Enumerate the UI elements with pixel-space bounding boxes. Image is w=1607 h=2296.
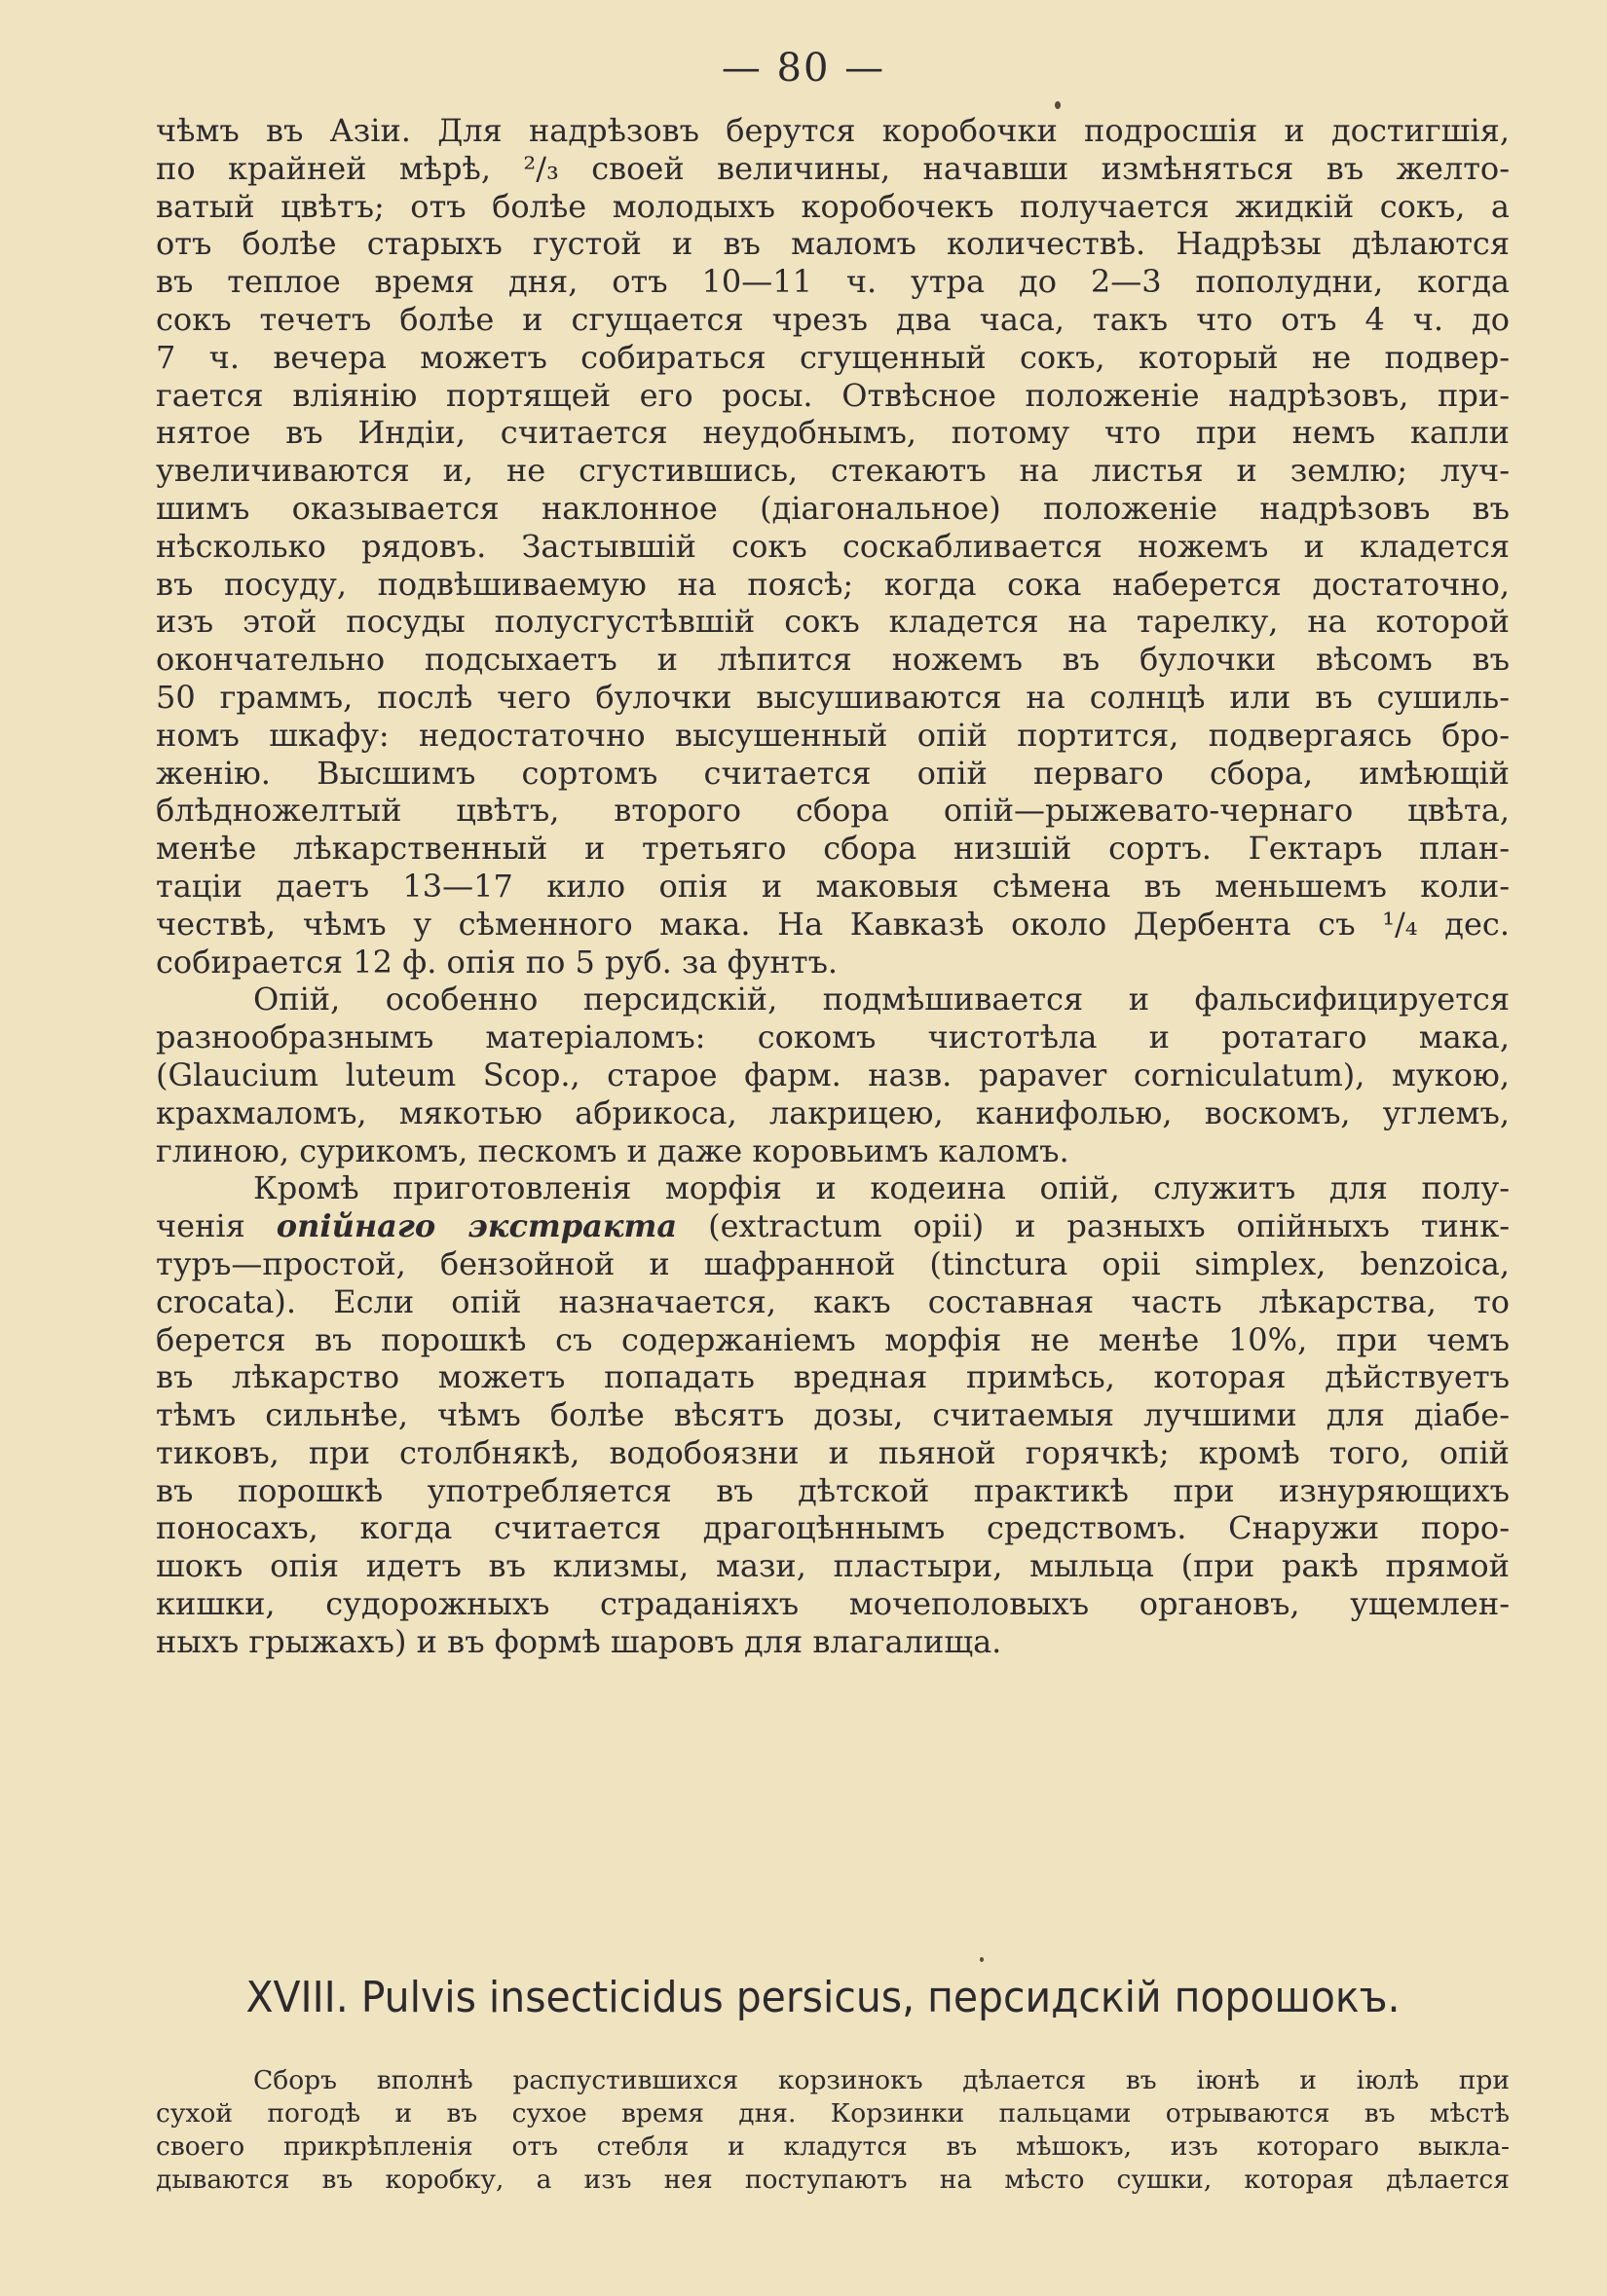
text-line: номъ шкафу: недостаточно высушенный опій портится, подвергаясь бро- bbox=[156, 716, 1510, 754]
text-line: въ лѣкарство можетъ попадать вредная примѣсь, которая дѣйствуетъ bbox=[156, 1358, 1510, 1396]
text-line: въ посуду, подвѣшиваемую на поясѣ; когда сока наберется достаточно, bbox=[156, 565, 1510, 603]
text-line: отъ болѣе старыхъ густой и въ маломъ количествѣ. Надрѣзы дѣлаются bbox=[156, 225, 1510, 263]
text-line: чѣмъ въ Азіи. Для надрѣзовъ берутся коробочки подросшія и достигшія, bbox=[156, 112, 1510, 149]
small-text-line: Сборъ вполнѣ распустившихся корзинокъ дѣлается въ іюнѣ и іюлѣ при bbox=[253, 2065, 1510, 2095]
text-line: тиковъ, при столбнякѣ, водобоязни и пьяной горячкѣ; кромѣ того, опій bbox=[156, 1433, 1510, 1471]
text-line-with-italic: ченія опійнаго экстракта (extractum opii) и разныхъ опійныхъ тинк- bbox=[156, 1207, 1510, 1245]
text-line: поносахъ, когда считается драгоцѣннымъ средствомъ. Снаружи поро- bbox=[156, 1509, 1510, 1547]
ink-speck bbox=[1055, 101, 1061, 109]
ink-speck bbox=[980, 1957, 984, 1962]
text-line: по крайней мѣрѣ, ²/₃ своей величины, начавши измѣняться въ желто- bbox=[156, 149, 1510, 187]
text-line: увеличиваются и, не сгустившись, стекаютъ на листья и землю; луч- bbox=[156, 452, 1510, 490]
text-line: женію. Высшимъ сортомъ считается опій перваго сбора, имѣющій bbox=[156, 754, 1510, 792]
text-line: кишки, судорожныхъ страданіяхъ мочеполовыхъ органовъ, ущемлен- bbox=[156, 1585, 1510, 1623]
text-line: берется въ порошкѣ съ содержаніемъ морфія не менѣе 10%, при чемъ bbox=[156, 1320, 1510, 1358]
text-line: окончательно подсыхаетъ и лѣпится ножемъ въ булочки вѣсомъ въ bbox=[156, 641, 1510, 679]
text-line: изъ этой посуды полусгустѣвшій сокъ кладется на тарелку, на которой bbox=[156, 603, 1510, 641]
small-text-line: своего прикрѣпленія отъ стебля и кладутся въ мѣшокъ, изъ котораго выкла- bbox=[156, 2131, 1510, 2162]
small-text-line: сухой погодѣ и въ сухое время дня. Корзинки пальцами отрываются въ мѣстѣ bbox=[156, 2098, 1510, 2129]
text-line: туръ—простой, бензойной и шафранной (tinctura opii simplex, benzoica, bbox=[156, 1244, 1510, 1282]
text-line: crocata). Если опій назначается, какъ составная часть лѣкарства, то bbox=[156, 1282, 1510, 1320]
main-text-block bbox=[156, 112, 1510, 1661]
text-line: въ порошкѣ употребляется въ дѣтской практикѣ при изнуряющихъ bbox=[156, 1471, 1510, 1509]
text-line: (Glaucium luteum Scop., старое фарм. назв. papaver corniculatum), мукою, bbox=[156, 1055, 1510, 1093]
text-line: тѣмъ сильнѣе, чѣмъ болѣе вѣсятъ дозы, считаемыя лучшими для діабе- bbox=[156, 1396, 1510, 1434]
text-line: гается вліянію портящей его росы. Отвѣсное положеніе надрѣзовъ, при- bbox=[156, 376, 1510, 414]
text-line: блѣдножелтый цвѣтъ, второго сбора опій—рыжевато-чернаго цвѣта, bbox=[156, 792, 1510, 830]
text-line: 50 граммъ, послѣ чего булочки высушиваются на солнцѣ или въ сушиль- bbox=[156, 678, 1510, 716]
section-heading: XVIII. Pulvis insecticidus persicus, персидскій порошокъ. bbox=[245, 1973, 1401, 2022]
small-text-block bbox=[156, 2064, 1510, 2197]
text-line: шимъ оказывается наклонное (діагональное) положеніе надрѣзовъ въ bbox=[156, 489, 1510, 527]
text-line: шокъ опія идетъ въ клизмы, мази, пластыри, мыльца (при ракѣ прямой bbox=[156, 1547, 1510, 1585]
text-line: ватый цвѣтъ; отъ болѣе молодыхъ коробочекъ получается жидкій сокъ, а bbox=[156, 187, 1510, 225]
paragraph-end-line: ныхъ грыжахъ) и въ формѣ шаровъ для влагалища. bbox=[156, 1622, 1002, 1660]
text-line: менѣе лѣкарственный и третьяго сбора низшій сортъ. Гектаръ план- bbox=[156, 830, 1510, 868]
italic-term: опійнаго экстракта bbox=[276, 1207, 678, 1245]
text-line: въ теплое время дня, отъ 10—11 ч. утра до 2—3 пополудни, когда bbox=[156, 263, 1510, 301]
text-line: таціи даетъ 13—17 кило опія и маковыя сѣмена въ меньшемъ коли- bbox=[156, 867, 1510, 905]
paragraph-start-line: Опій, особенно персидскій, подмѣшивается и фальсифицируется bbox=[253, 981, 1510, 1018]
text-line: 7 ч. вечера можетъ собираться сгущенный сокъ, который не подвер- bbox=[156, 338, 1510, 376]
text-line: разнообразнымъ матеріаломъ: сокомъ чистотѣла и ротатаго мака, bbox=[156, 1018, 1510, 1056]
paragraph-end-line: глиною, сурикомъ, пескомъ и даже коровьимъ каломъ. bbox=[156, 1131, 1069, 1169]
text-line: чествѣ, чѣмъ у сѣменного мака. На Кавказѣ около Дербента съ ¹/₄ дес. bbox=[156, 905, 1510, 943]
text-line: нѣсколько рядовъ. Застывшій сокъ соскабливается ножемъ и кладется bbox=[156, 527, 1510, 565]
small-text-line: дываются въ коробку, а изъ нея поступаютъ на мѣсто сушки, которая дѣлается bbox=[156, 2165, 1510, 2195]
page-number: — 80 — bbox=[721, 46, 886, 91]
paragraph-end-line: собирается 12 ф. опія по 5 руб. за фунтъ. bbox=[156, 943, 839, 981]
text-line: нятое въ Индіи, считается неудобнымъ, потому что при немъ капли bbox=[156, 414, 1510, 452]
text-line: крахмаломъ, мякотью абрикоса, лакрицею, канифолью, воскомъ, углемъ, bbox=[156, 1093, 1510, 1131]
paragraph-start-line: Кромѣ приготовленія морфія и кодеина опій, служитъ для полу- bbox=[253, 1169, 1510, 1207]
text-line: сокъ течетъ болѣе и сгущается чрезъ два часа, такъ что отъ 4 ч. до bbox=[156, 300, 1510, 338]
